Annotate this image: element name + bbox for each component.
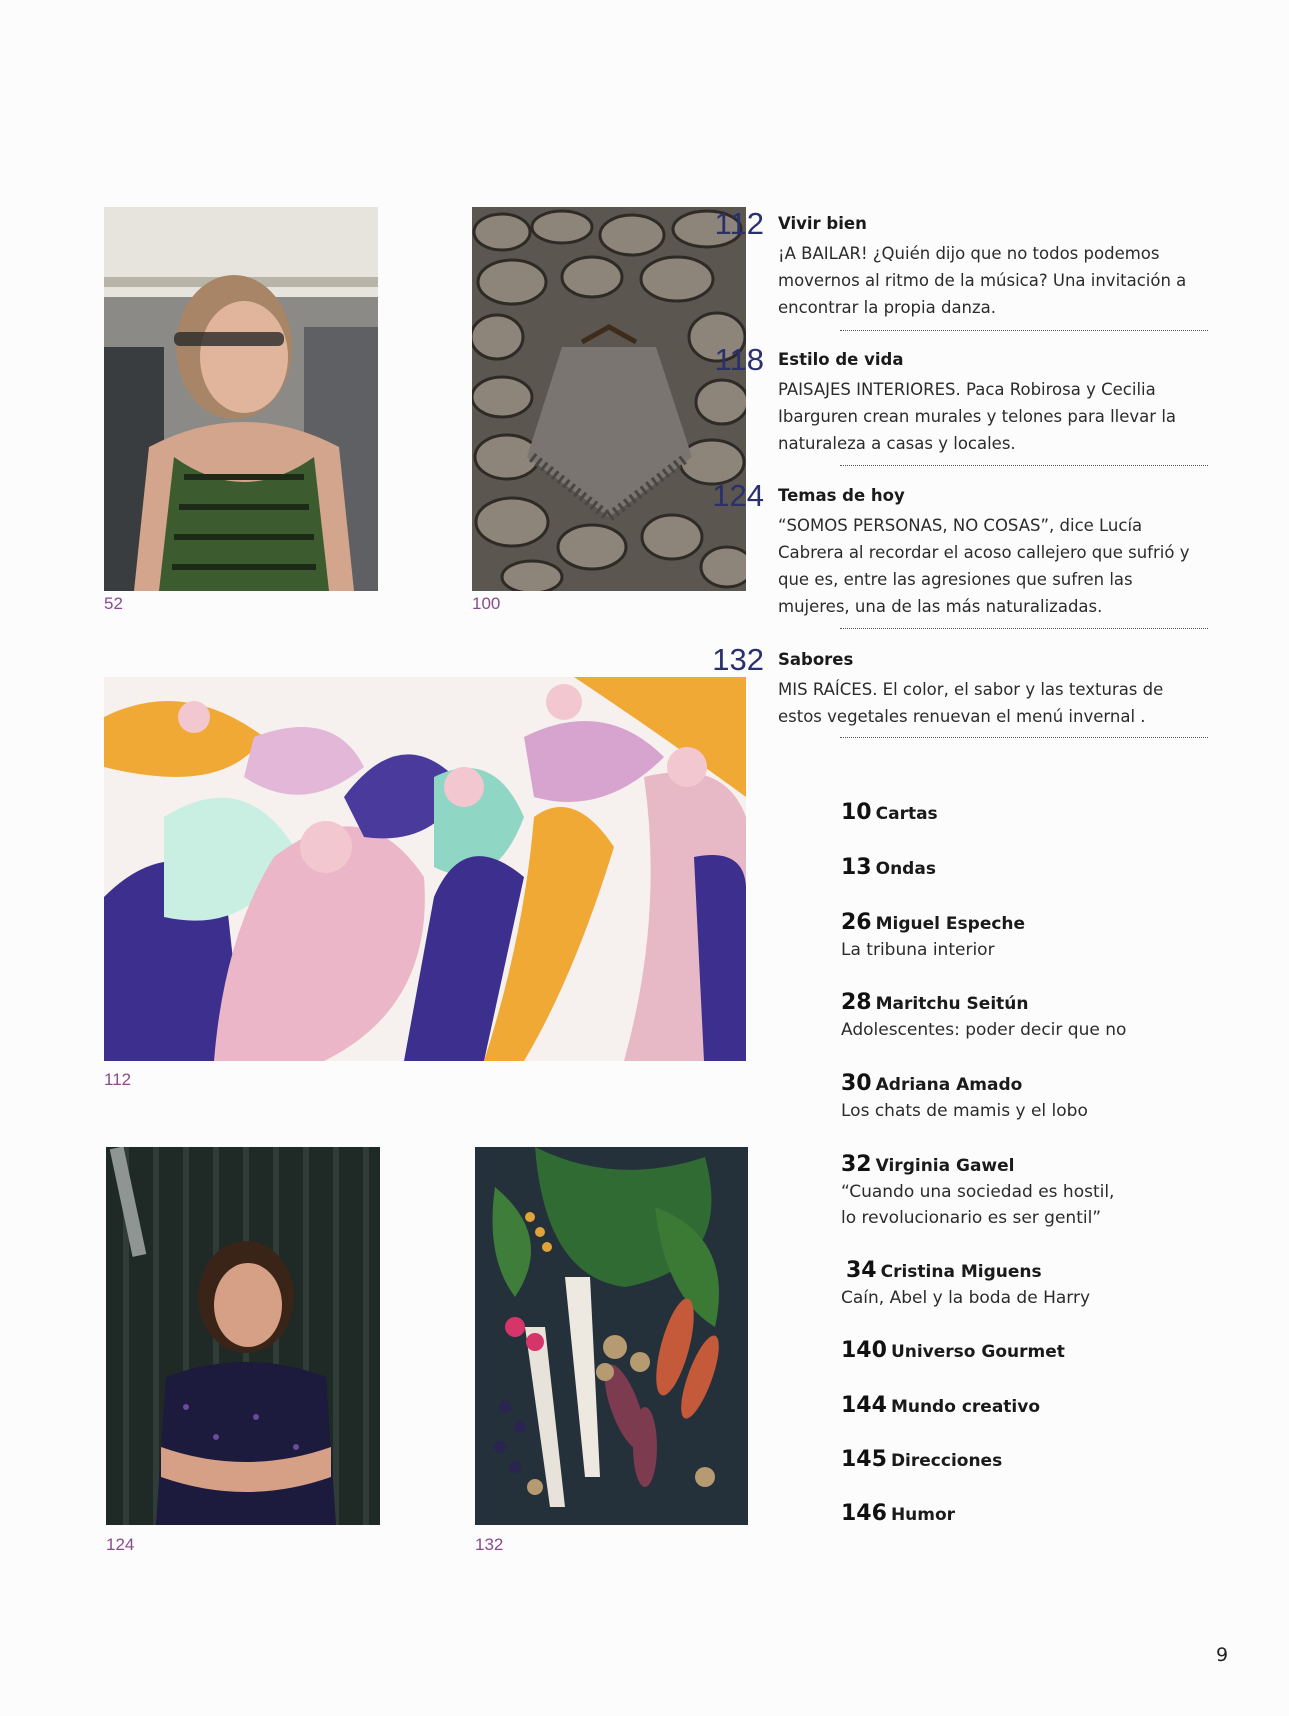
index-subtitle: La tribuna interior (841, 940, 995, 960)
index-page-number: 32 (841, 1152, 872, 1177)
featured-description: “SOMOS PERSONAS, NO COSAS”, dice Lucía Cabrera al recordar el acoso callejero que sufrió y que es, entre las agresiones que sufren las mujeres, una de las más naturalizadas. (778, 516, 1190, 616)
caption-photo-2: 100 (472, 594, 501, 613)
featured-section: Estilo de vida (778, 350, 904, 369)
index-item-humor[interactable] (841, 1501, 1241, 1526)
divider (840, 737, 1208, 738)
featured-page-number: 112 (714, 206, 764, 241)
photo-poncho-stone-wall (472, 207, 746, 591)
photo-woman-glasses (104, 207, 378, 591)
index-title: Mundo creativo (890, 1397, 1041, 1417)
index-page-number: 26 (841, 910, 872, 935)
index-subtitle: Caín, Abel y la boda de Harry (841, 1288, 1091, 1308)
featured-entry-1[interactable] (714, 206, 1208, 321)
featured-description: PAISAJES INTERIORES. Paca Robirosa y Cecilia Ibarguren crean murales y telones para llevar la naturaleza a casas y locales. (778, 380, 1177, 453)
index-subtitle: Adolescentes: poder decir que no (841, 1020, 1127, 1040)
index-title: Virginia Gawel (875, 1156, 1015, 1176)
featured-entry-2[interactable] (714, 342, 1208, 457)
index-item-mundo-creativo[interactable] (841, 1393, 1241, 1418)
index-title: Humor (890, 1505, 956, 1525)
featured-section: Temas de hoy (778, 486, 905, 505)
index-item-universo-gourmet[interactable] (841, 1338, 1241, 1363)
index-title: Maritchu Seitún (875, 994, 1029, 1014)
featured-section: Sabores (778, 650, 854, 669)
caption-photo-1: 52 (104, 594, 123, 613)
caption-photo-4: 124 (106, 1535, 135, 1554)
illustration-dancing-women (104, 677, 746, 1061)
featured-description: MIS RAÍCES. El color, el sabor y las texturas de estos vegetales renuevan el menú invernal . (778, 680, 1164, 726)
page-number: 9 (1216, 1644, 1229, 1666)
index-subtitle-line-2: lo revolucionario es ser gentil” (841, 1208, 1102, 1228)
photo-root-vegetables (475, 1147, 748, 1525)
index-item-ondas[interactable] (841, 855, 1241, 880)
index-page-number: 13 (841, 855, 872, 880)
index-page-number: 146 (841, 1501, 887, 1526)
index-title: Cartas (875, 804, 938, 824)
index-item-virginia-gawel[interactable] (841, 1152, 1241, 1231)
index-page-number: 10 (841, 800, 872, 825)
index-subtitle: Los chats de mamis y el lobo (841, 1101, 1088, 1121)
featured-page-number: 124 (712, 478, 764, 513)
divider (840, 465, 1208, 466)
photo-woman-crossed-arms (106, 1147, 380, 1525)
index-item-direcciones[interactable] (841, 1447, 1241, 1472)
index-item-maritchu-seitun[interactable] (841, 990, 1241, 1043)
index-item-cartas[interactable] (841, 800, 1241, 825)
index-page-number: 34 (846, 1258, 877, 1283)
index-title: Cristina Miguens (880, 1262, 1042, 1282)
index-item-miguel-espeche[interactable] (841, 910, 1241, 963)
index-page-number: 28 (841, 990, 872, 1015)
index-title: Adriana Amado (875, 1075, 1023, 1095)
featured-section: Vivir bien (778, 214, 867, 233)
index-title: Direcciones (890, 1451, 1003, 1471)
index-subtitle: “Cuando una sociedad es hostil, (841, 1182, 1115, 1202)
index-page-number: 30 (841, 1071, 872, 1096)
index-page-number: 140 (841, 1338, 887, 1363)
divider (840, 628, 1208, 629)
index-title: Miguel Espeche (875, 914, 1026, 934)
featured-page-number: 118 (714, 342, 764, 377)
index-page-number: 144 (841, 1393, 887, 1418)
divider (840, 330, 1208, 331)
featured-page-number: 132 (712, 642, 764, 677)
index-item-cristina-miguens[interactable] (841, 1258, 1246, 1311)
caption-photo-3: 112 (104, 1070, 132, 1089)
index-item-adriana-amado[interactable] (841, 1071, 1241, 1124)
caption-photo-5: 132 (475, 1535, 504, 1554)
featured-entry-3[interactable] (712, 478, 1208, 620)
featured-entry-4[interactable] (712, 642, 1208, 730)
index-page-number: 145 (841, 1447, 887, 1472)
featured-description: ¡A BAILAR! ¿Quién dijo que no todos podemos movernos al ritmo de la música? Una invitación a encontrar la propia danza. (778, 244, 1187, 317)
index-title: Ondas (875, 859, 936, 879)
index-title: Universo Gourmet (890, 1342, 1065, 1362)
